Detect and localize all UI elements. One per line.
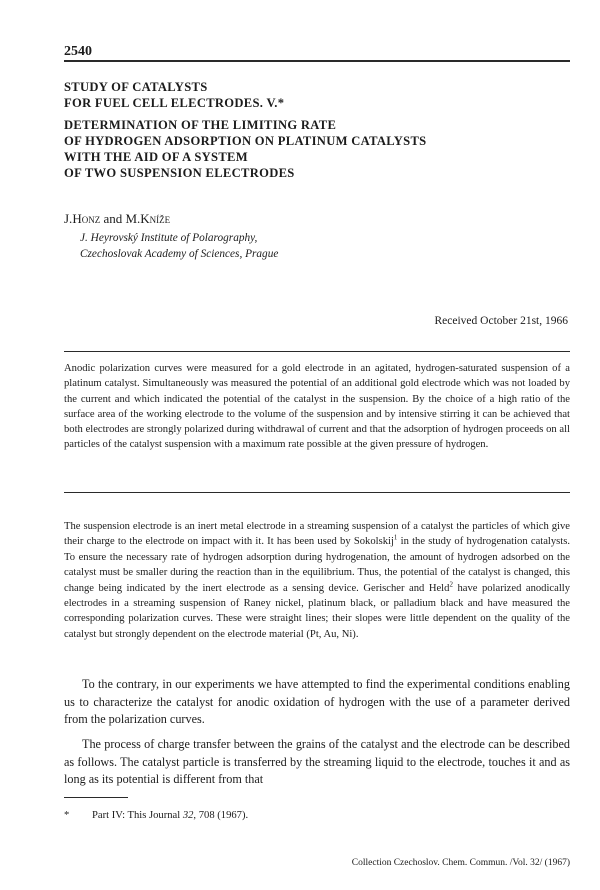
received-date: Received October 21st, 1966 xyxy=(434,315,568,327)
abstract-bottom-rule xyxy=(64,492,570,493)
author-initial: M. xyxy=(125,211,141,226)
intro-text: in the study of hydrogenation catalysts. To ensure the necessary rate of hydrogen adsorption during hydrogenation, the amount of hydrogen adsorbed on the catalyst must be smaller during the reaction than in the equilibrium. Thus, the potential of the catalyst is changed, this change being indicated by the inert electrode as a sensing device. Gerischer and Held xyxy=(64,536,570,594)
subtitle-line: OF TWO SUSPENSION ELECTRODES xyxy=(64,166,295,180)
introduction-paragraph xyxy=(64,519,570,642)
author-name: Honz xyxy=(72,211,101,226)
journal-volume: 32 xyxy=(182,810,194,821)
author-separator: and xyxy=(100,211,126,226)
article-title xyxy=(64,79,544,181)
author-name: Kníže xyxy=(140,211,171,226)
series-title-line: STUDY OF CATALYSTS xyxy=(64,80,208,94)
body-paragraph: The process of charge transfer between the grains of the catalyst and the electrode can be described as follows. The catalyst particle is transferred by the streaming liquid to the electrode, touches it and as long as its potential is different from that xyxy=(64,737,570,786)
affiliation-line: Czechoslovak Academy of Sciences, Prague xyxy=(80,248,279,260)
footnote-text: , 708 (1967). xyxy=(193,810,249,821)
series-title-line: FOR FUEL CELL ELECTRODES. V.* xyxy=(64,96,285,110)
journal-footer: Collection Czechoslov. Chem. Commun. /Vol. 32/ (1967) xyxy=(351,858,570,868)
intro-text: have polarized anodically electrodes in a streaming suspension of Raney nickel, platinum black, or palladium black and have measured the corresponding polarization curves. These were straight lines; their slopes were little dependent on the quality of the catalyst but strongly dependent on the electrode material (Pt, Au, Ni). xyxy=(64,582,571,640)
subtitle-line: WITH THE AID OF A SYSTEM xyxy=(64,150,248,164)
affiliation-line: J. Heyrovský Institute of Polarography, xyxy=(80,232,258,244)
body-paragraph: To the contrary, in our experiments we have attempted to find the experimental conditions enabling us to characterize the catalyst for anodic oxidation of hydrogen with the use of a parameter derived from the polarization curves. xyxy=(64,677,570,726)
abstract-top-rule xyxy=(64,351,570,352)
reference-marker: 2 xyxy=(449,580,453,589)
page-number: 2540 xyxy=(64,44,92,59)
abstract: Anodic polarization curves were measured for a gold electrode in an agitated, hydrogen-saturated suspension of a platinum catalyst. Simultaneously was measured the potential of an additional gold electrode which was not loaded by the current and which indicated the potential of the catalyst in the suspension. By the choice of a high ratio of the surface area of the working electrode to the volume of the suspension and by intensive stirring it can be achieved that both electrodes are strongly polarized during withdrawal of current and that the adsorption of hydrogen proceeds on all particles of the catalyst suspension with a maximum rate possible at the given pressure of hydrogen. xyxy=(64,363,570,451)
subtitle-line: OF HYDROGEN ADSORPTION ON PLATINUM CATALYSTS xyxy=(64,134,427,148)
subtitle-line: DETERMINATION OF THE LIMITING RATE xyxy=(64,118,337,132)
affiliation xyxy=(80,230,278,262)
reference-marker: 1 xyxy=(393,533,398,542)
footnote-text: Part IV: This Journal xyxy=(92,810,183,821)
footnote xyxy=(64,810,248,821)
author-initial: J. xyxy=(64,211,73,226)
footnote-rule xyxy=(64,797,128,798)
author-list xyxy=(64,211,170,227)
intro-text: The suspension electrode is an inert metal electrode in a streaming suspension of a catalyst the particles of which give their charge to the electrode on impact with it. It has been used by Sokolskij xyxy=(64,521,570,548)
header-rule xyxy=(64,60,570,62)
footnote-marker: * xyxy=(64,810,70,821)
